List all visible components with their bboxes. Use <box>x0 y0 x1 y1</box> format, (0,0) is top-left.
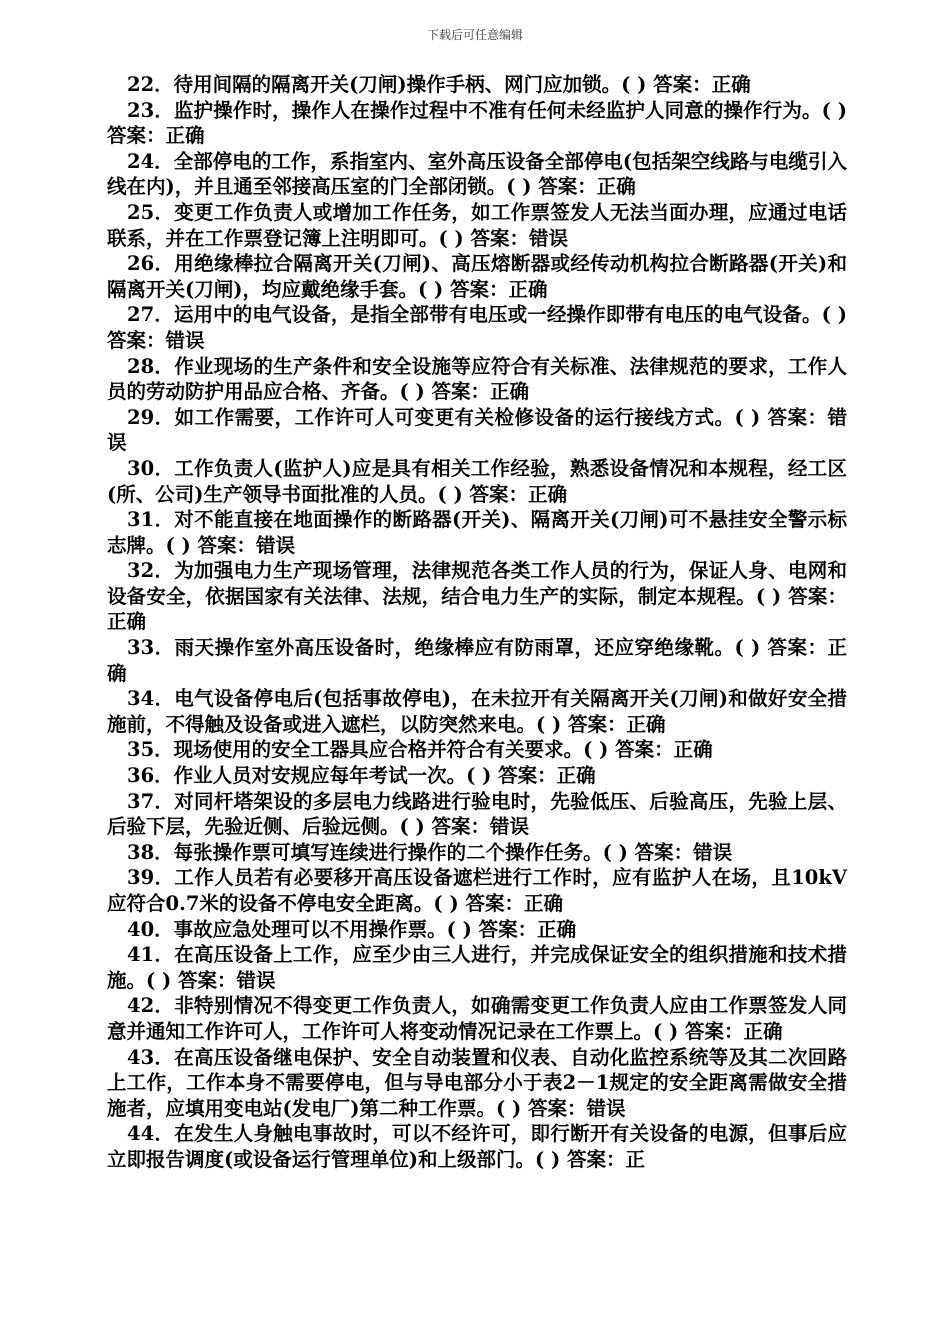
question-item: 34．电气设备停电后(包括事故停电)，在未拉开有关隔离开关(刀闸)和做好安全措施前，不得触及设备或进入遮栏，以防突然来电。( ) 答案：正确 <box>107 687 847 736</box>
question-item: 35．现场使用的安全工器具应合格并符合有关要求。( ) 答案：正确 <box>127 738 713 762</box>
question-item: 41．在高压设备上工作，应至少由三人进行，并完成保证安全的组织措施和技术措施。( ) 答案：错误 <box>107 943 847 992</box>
question-item: 43．在高压设备继电保护、安全自动装置和仪表、自动化监控系统等及其二次回路上工作，工作本身不需要停电，但与导电部分小于表2－1规定的安全距离需做安全措施者，应填用变电站(发电厂)第二种工作票。( ) 答案：错误 <box>107 1045 847 1120</box>
question-item: 39．工作人员若有必要移开高压设备遮栏进行工作时，应有监护人在场，且10kV应符合0.7米的设备不停电安全距离。( ) 答案：正确 <box>107 866 847 915</box>
question-item: 31．对不能直接在地面操作的断路器(开关)、隔离开关(刀闸)可不悬挂安全警示标志牌。( ) 答案：错误 <box>107 508 847 557</box>
question-item: 25．变更工作负责人或增加工作任务，如工作票签发人无法当面办理，应通过电话联系，并在工作票登记簿上注明即可。( ) 答案：错误 <box>107 200 847 250</box>
question-list <box>107 72 847 1173</box>
question-item: 32．为加强电力生产现场管理，法律规范各类工作人员的行为，保证人身、电网和设备安全，依据国家有关法律、法规，结合电力生产的实际，制定本规程。( ) 答案：正确 <box>107 559 847 634</box>
question-item: 37．对同杆塔架设的多层电力线路进行验电时，先验低压、后验高压，先验上层、后验下层，先验近侧、后验远侧。( ) 答案：错误 <box>107 789 847 839</box>
question-item: 26．用绝缘棒拉合隔离开关(刀闸)、高压熔断器或经传动机构拉合断路器(开关)和隔离开关(刀闸)，均应戴绝缘手套。( ) 答案：正确 <box>107 252 847 301</box>
question-item: 36．作业人员对安规应每年考试一次。( ) 答案：正确 <box>127 764 596 788</box>
question-item: 40．事故应急处理可以不用操作票。( ) 答案：正确 <box>127 917 577 941</box>
question-item: 22．待用间隔的隔离开关(刀闸)操作手柄、网门应加锁。( ) 答案：正确 <box>127 73 751 96</box>
question-item: 38．每张操作票可填写连续进行操作的二个操作任务。( ) 答案：错误 <box>127 840 733 864</box>
question-item: 27．运用中的电气设备，是指全部带有电压或一经操作即带有电压的电气设备。( ) 答案：错误 <box>107 303 847 352</box>
question-item: 23．监护操作时，操作人在操作过程中不准有任何未经监护人同意的操作行为。( ) 答案：正确 <box>107 98 847 148</box>
header-note: 下载后可任意编辑 <box>426 28 523 42</box>
question-item: 33．雨天操作室外高压设备时，绝缘棒应有防雨罩，还应穿绝缘靴。( ) 答案：正确 <box>107 636 847 685</box>
question-item: 24．全部停电的工作，系指室内、室外高压设备全部停电(包括架空线路与电缆引入线在内)，并且通至邻接高压室的门全部闭锁。( ) 答案：正确 <box>107 149 847 199</box>
question-item: 28．作业现场的生产条件和安全设施等应符合有关标准、法律规范的要求，工作人员的劳动防护用品应合格、齐备。( ) 答案：正确 <box>107 354 847 404</box>
question-item: 44．在发生人身触电事故时，可以不经许可，即行断开有关设备的电源，但事后应立即报告调度(或设备运行管理单位)和上级部门。( ) 答案：正 <box>107 1122 847 1171</box>
question-item: 30．工作负责人(监护人)应是具有相关工作经验，熟悉设备情况和本规程，经工区(所、公司)生产领导书面批准的人员。( ) 答案：正确 <box>107 456 847 506</box>
question-item: 42．非特别情况不得变更工作负责人，如确需变更工作负责人应由工作票签发人同意并通知工作许可人，工作许可人将变动情况记录在工作票上。( ) 答案：正确 <box>107 994 847 1043</box>
question-item: 29．如工作需要，工作许可人可变更有关检修设备的运行接线方式。( ) 答案：错误 <box>107 405 847 455</box>
